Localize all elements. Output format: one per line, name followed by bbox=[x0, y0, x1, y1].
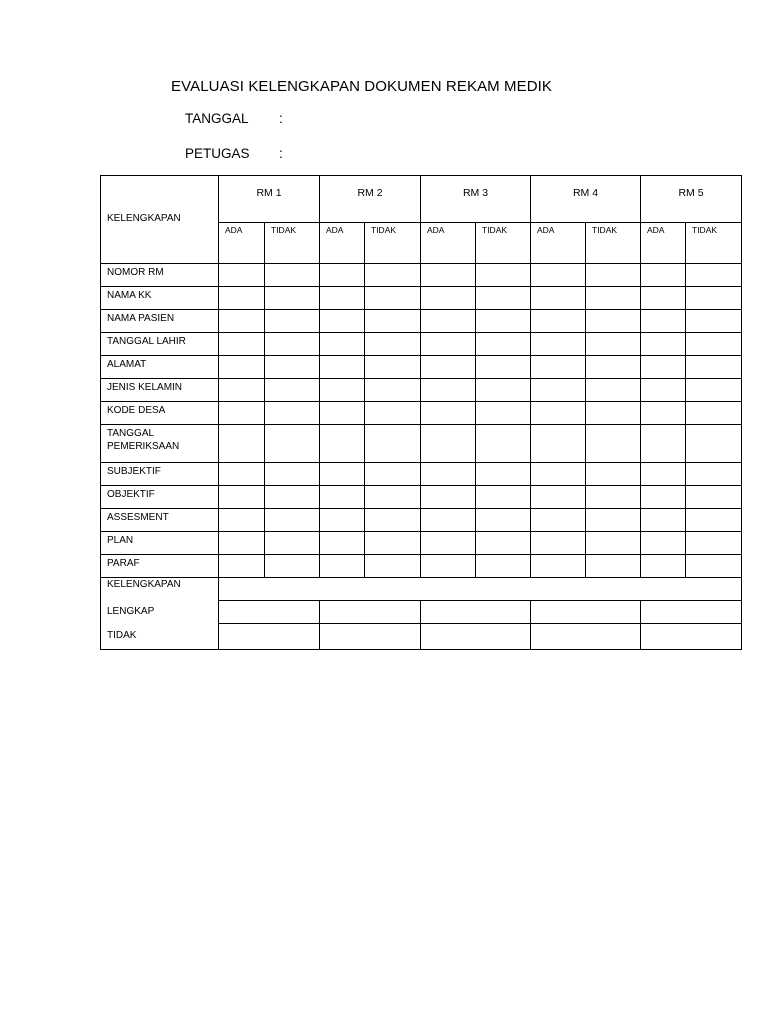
check-cell[interactable] bbox=[686, 356, 742, 379]
table-row bbox=[101, 486, 742, 509]
check-cell[interactable] bbox=[365, 310, 421, 333]
check-cell[interactable] bbox=[476, 463, 531, 486]
check-cell[interactable] bbox=[476, 310, 531, 333]
check-cell[interactable] bbox=[421, 310, 476, 333]
check-cell[interactable] bbox=[421, 463, 476, 486]
rm-group-header: RM 3 bbox=[421, 176, 531, 223]
check-cell[interactable] bbox=[641, 402, 686, 425]
check-cell[interactable] bbox=[365, 509, 421, 532]
check-cell[interactable] bbox=[421, 532, 476, 555]
check-cell[interactable] bbox=[686, 509, 742, 532]
tidak-cell[interactable] bbox=[320, 624, 421, 650]
check-cell[interactable] bbox=[265, 379, 320, 402]
check-cell[interactable] bbox=[586, 310, 641, 333]
check-cell[interactable] bbox=[531, 379, 586, 402]
table-row bbox=[101, 555, 742, 578]
row-label: TANGGAL PEMERIKSAAN bbox=[101, 425, 219, 463]
check-cell[interactable] bbox=[586, 509, 641, 532]
check-cell[interactable] bbox=[320, 287, 365, 310]
row-label: OBJEKTIF bbox=[101, 486, 219, 509]
check-cell[interactable] bbox=[265, 486, 320, 509]
row-label: TANGGAL LAHIR bbox=[101, 333, 219, 356]
check-cell[interactable] bbox=[641, 425, 686, 463]
check-cell[interactable] bbox=[265, 356, 320, 379]
check-cell[interactable] bbox=[586, 555, 641, 578]
check-cell[interactable] bbox=[219, 379, 265, 402]
check-cell[interactable] bbox=[219, 463, 265, 486]
check-cell[interactable] bbox=[586, 333, 641, 356]
check-cell[interactable] bbox=[476, 356, 531, 379]
check-cell[interactable] bbox=[586, 379, 641, 402]
tidak-cell[interactable] bbox=[531, 624, 641, 650]
check-cell[interactable] bbox=[421, 425, 476, 463]
tidak-subheader: TIDAK bbox=[265, 223, 320, 264]
check-cell[interactable] bbox=[641, 333, 686, 356]
check-cell[interactable] bbox=[265, 264, 320, 287]
row-label: JENIS KELAMIN bbox=[101, 379, 219, 402]
check-cell[interactable] bbox=[531, 287, 586, 310]
check-cell[interactable] bbox=[265, 425, 320, 463]
check-cell[interactable] bbox=[476, 509, 531, 532]
check-cell[interactable] bbox=[686, 379, 742, 402]
check-cell[interactable] bbox=[476, 333, 531, 356]
check-cell[interactable] bbox=[531, 486, 586, 509]
check-cell[interactable] bbox=[219, 287, 265, 310]
check-cell[interactable] bbox=[365, 287, 421, 310]
check-cell[interactable] bbox=[686, 287, 742, 310]
check-cell[interactable] bbox=[365, 555, 421, 578]
check-cell[interactable] bbox=[365, 356, 421, 379]
check-cell[interactable] bbox=[531, 555, 586, 578]
check-cell[interactable] bbox=[320, 333, 365, 356]
check-cell[interactable] bbox=[641, 356, 686, 379]
check-cell[interactable] bbox=[421, 333, 476, 356]
check-cell[interactable] bbox=[686, 333, 742, 356]
petugas-colon: : bbox=[279, 146, 283, 161]
table-row bbox=[101, 287, 742, 310]
check-cell[interactable] bbox=[531, 402, 586, 425]
check-cell[interactable] bbox=[365, 425, 421, 463]
check-cell[interactable] bbox=[320, 425, 365, 463]
check-cell[interactable] bbox=[586, 486, 641, 509]
check-cell[interactable] bbox=[686, 463, 742, 486]
check-cell[interactable] bbox=[476, 287, 531, 310]
check-cell[interactable] bbox=[320, 555, 365, 578]
tanggal-colon: : bbox=[279, 111, 283, 126]
check-cell[interactable] bbox=[641, 509, 686, 532]
check-cell[interactable] bbox=[686, 425, 742, 463]
check-cell[interactable] bbox=[686, 402, 742, 425]
check-cell[interactable] bbox=[531, 356, 586, 379]
check-cell[interactable] bbox=[531, 532, 586, 555]
check-cell[interactable] bbox=[265, 555, 320, 578]
check-cell[interactable] bbox=[421, 356, 476, 379]
table-row bbox=[101, 402, 742, 425]
lengkap-cell[interactable] bbox=[641, 601, 742, 624]
check-cell[interactable] bbox=[476, 486, 531, 509]
check-cell[interactable] bbox=[641, 463, 686, 486]
check-cell[interactable] bbox=[476, 379, 531, 402]
check-cell[interactable] bbox=[219, 356, 265, 379]
check-cell[interactable] bbox=[219, 264, 265, 287]
ada-subheader: ADA bbox=[320, 223, 365, 264]
row-label: NAMA KK bbox=[101, 287, 219, 310]
check-cell[interactable] bbox=[531, 264, 586, 287]
footer-row-lengkap bbox=[101, 601, 742, 624]
check-cell[interactable] bbox=[219, 509, 265, 532]
check-cell[interactable] bbox=[586, 356, 641, 379]
table-row bbox=[101, 463, 742, 486]
tidak-subheader: TIDAK bbox=[476, 223, 531, 264]
check-cell[interactable] bbox=[320, 486, 365, 509]
table-row bbox=[101, 532, 742, 555]
check-cell[interactable] bbox=[320, 532, 365, 555]
check-cell[interactable] bbox=[320, 356, 365, 379]
table-row bbox=[101, 425, 742, 463]
lengkap-cell[interactable] bbox=[219, 601, 320, 624]
check-cell[interactable] bbox=[641, 264, 686, 287]
lengkap-cell[interactable] bbox=[531, 601, 641, 624]
document-title: EVALUASI KELENGKAPAN DOKUMEN REKAM MEDIK bbox=[171, 78, 553, 95]
footer-kelengkapan-label: KELENGKAPAN bbox=[101, 578, 219, 601]
check-cell[interactable] bbox=[265, 532, 320, 555]
check-cell[interactable] bbox=[219, 310, 265, 333]
tidak-subheader: TIDAK bbox=[686, 223, 742, 264]
check-cell[interactable] bbox=[686, 310, 742, 333]
check-cell[interactable] bbox=[365, 486, 421, 509]
check-cell[interactable] bbox=[641, 532, 686, 555]
footer-merged-cell bbox=[219, 578, 742, 601]
check-cell[interactable] bbox=[365, 379, 421, 402]
check-cell[interactable] bbox=[641, 310, 686, 333]
lengkap-cell[interactable] bbox=[421, 601, 531, 624]
row-label: SUBJEKTIF bbox=[101, 463, 219, 486]
check-cell[interactable] bbox=[476, 402, 531, 425]
rm-group-header: RM 1 bbox=[219, 176, 320, 223]
check-cell[interactable] bbox=[686, 486, 742, 509]
check-cell[interactable] bbox=[219, 486, 265, 509]
row-label: PARAF bbox=[101, 555, 219, 578]
check-cell[interactable] bbox=[476, 555, 531, 578]
check-cell[interactable] bbox=[641, 379, 686, 402]
footer-lengkap-label: LENGKAP bbox=[101, 601, 219, 624]
check-cell[interactable] bbox=[531, 310, 586, 333]
tanggal-label: TANGGAL bbox=[185, 111, 249, 126]
footer-row-kelengkapan bbox=[101, 578, 742, 601]
rm-group-header: RM 5 bbox=[641, 176, 742, 223]
check-cell[interactable] bbox=[421, 486, 476, 509]
check-cell[interactable] bbox=[265, 333, 320, 356]
check-cell[interactable] bbox=[320, 310, 365, 333]
check-cell[interactable] bbox=[586, 463, 641, 486]
check-cell[interactable] bbox=[265, 402, 320, 425]
check-cell[interactable] bbox=[320, 463, 365, 486]
row-label: NOMOR RM bbox=[101, 264, 219, 287]
rm-group-header: RM 4 bbox=[531, 176, 641, 223]
kelengkapan-header: KELENGKAPAN bbox=[101, 176, 219, 264]
check-cell[interactable] bbox=[476, 532, 531, 555]
table-row bbox=[101, 379, 742, 402]
check-cell[interactable] bbox=[586, 532, 641, 555]
check-cell[interactable] bbox=[586, 402, 641, 425]
ada-subheader: ADA bbox=[531, 223, 586, 264]
check-cell[interactable] bbox=[641, 555, 686, 578]
ada-subheader: ADA bbox=[219, 223, 265, 264]
check-cell[interactable] bbox=[365, 402, 421, 425]
check-cell[interactable] bbox=[265, 310, 320, 333]
check-cell[interactable] bbox=[421, 264, 476, 287]
row-label: ALAMAT bbox=[101, 356, 219, 379]
check-cell[interactable] bbox=[531, 333, 586, 356]
table-row bbox=[101, 333, 742, 356]
check-cell[interactable] bbox=[365, 463, 421, 486]
check-cell[interactable] bbox=[320, 509, 365, 532]
check-cell[interactable] bbox=[531, 509, 586, 532]
check-cell[interactable] bbox=[531, 463, 586, 486]
row-label: KODE DESA bbox=[101, 402, 219, 425]
footer-row-tidak bbox=[101, 624, 742, 650]
check-cell[interactable] bbox=[586, 425, 641, 463]
tidak-subheader: TIDAK bbox=[586, 223, 641, 264]
table-row bbox=[101, 356, 742, 379]
lengkap-cell[interactable] bbox=[320, 601, 421, 624]
check-cell[interactable] bbox=[421, 379, 476, 402]
footer-tidak-label: TIDAK bbox=[101, 624, 219, 650]
table-row bbox=[101, 310, 742, 333]
petugas-label: PETUGAS bbox=[185, 146, 250, 161]
row-label: ASSESMENT bbox=[101, 509, 219, 532]
row-label: NAMA PASIEN bbox=[101, 310, 219, 333]
check-cell[interactable] bbox=[219, 402, 265, 425]
table-row bbox=[101, 509, 742, 532]
check-cell[interactable] bbox=[421, 509, 476, 532]
check-cell[interactable] bbox=[641, 287, 686, 310]
check-cell[interactable] bbox=[476, 264, 531, 287]
tidak-subheader: TIDAK bbox=[365, 223, 421, 264]
check-cell[interactable] bbox=[265, 509, 320, 532]
tidak-cell[interactable] bbox=[219, 624, 320, 650]
check-cell[interactable] bbox=[320, 264, 365, 287]
ada-subheader: ADA bbox=[421, 223, 476, 264]
check-cell[interactable] bbox=[586, 287, 641, 310]
check-cell[interactable] bbox=[219, 333, 265, 356]
row-label: PLAN bbox=[101, 532, 219, 555]
check-cell[interactable] bbox=[265, 287, 320, 310]
check-cell[interactable] bbox=[365, 333, 421, 356]
check-cell[interactable] bbox=[686, 532, 742, 555]
check-cell[interactable] bbox=[320, 402, 365, 425]
check-cell[interactable] bbox=[586, 264, 641, 287]
check-cell[interactable] bbox=[641, 486, 686, 509]
check-cell[interactable] bbox=[476, 425, 531, 463]
check-cell[interactable] bbox=[265, 463, 320, 486]
check-cell[interactable] bbox=[421, 402, 476, 425]
check-cell[interactable] bbox=[365, 264, 421, 287]
header-row bbox=[101, 176, 742, 223]
ada-subheader: ADA bbox=[641, 223, 686, 264]
evaluation-table bbox=[100, 175, 742, 650]
check-cell[interactable] bbox=[686, 264, 742, 287]
check-cell[interactable] bbox=[219, 555, 265, 578]
check-cell[interactable] bbox=[219, 425, 265, 463]
tidak-cell[interactable] bbox=[641, 624, 742, 650]
tidak-cell[interactable] bbox=[421, 624, 531, 650]
check-cell[interactable] bbox=[219, 532, 265, 555]
check-cell[interactable] bbox=[421, 287, 476, 310]
check-cell[interactable] bbox=[686, 555, 742, 578]
rm-group-header: RM 2 bbox=[320, 176, 421, 223]
table-row bbox=[101, 264, 742, 287]
check-cell[interactable] bbox=[421, 555, 476, 578]
check-cell[interactable] bbox=[365, 532, 421, 555]
check-cell[interactable] bbox=[531, 425, 586, 463]
check-cell[interactable] bbox=[320, 379, 365, 402]
